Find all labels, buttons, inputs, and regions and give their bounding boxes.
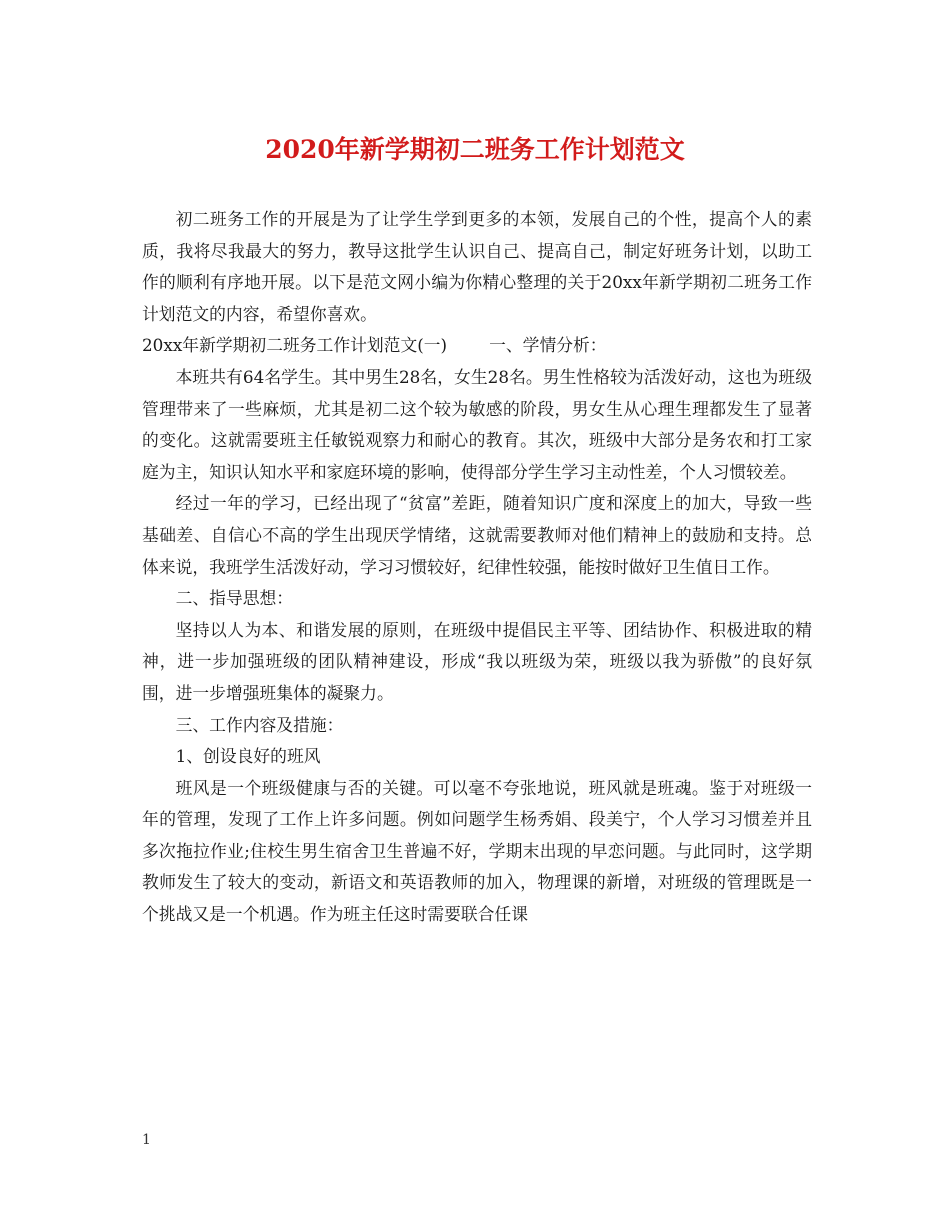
section-heading-measures: 三、工作内容及措施： [175, 714, 344, 735]
document-title: 2020年新学期初二班务工作计划范文 [265, 135, 685, 164]
subheading-line [142, 330, 812, 362]
page-number: 1 [142, 1132, 151, 1148]
subsection-heading-class-style: 1、创设良好的班风 [175, 746, 321, 767]
intro-paragraph: 初二班务工作的开展是为了让学生学到更多的本领，发展自己的个性，提高个人的素质，我将尽我最大的努力，教导这批学生认识自己、提高自己，制定好班务计划，以助工作的顺利有序地开展。以下是范文网小编为你精心整理的关于20xx年新学期初二班务工作计划范文的内容，希望你喜欢。 [142, 209, 812, 324]
paragraph-guiding-thought: 坚持以人为本、和谐发展的原则，在班级中提倡民主平等、团结协作、积极进取的精神，进一步加强班级的团队精神建设，形成“我以班级为荣，班级以我为骄傲”的良好氛围，进一步增强班集体的凝聚力。 [142, 619, 812, 703]
paragraph-learning-gap: 经过一年的学习，已经出现了“贫富”差距，随着知识广度和深度上的加大，导致一些基础差、自信心不高的学生出现厌学情绪，这就需要教师对他们精神上的鼓励和支持。总体来说，我班学生活泼好动，学习习惯较好，纪律性较强，能按时做好卫生值日工作。 [142, 493, 812, 577]
document-body [142, 204, 812, 931]
section-heading-guiding: 二、指导思想： [175, 588, 294, 609]
paragraph-class-style: 班风是一个班级健康与否的关键。可以毫不夸张地说，班风就是班魂。鉴于对班级一年的管理，发现了工作上许多问题。例如问题学生杨秀娟、段美宁，个人学习习惯差并且多次拖拉作业;住校生男生宿舍卫生普遍不好，学期末出现的早恋问题。与此同时，这学期教师发生了较大的变动，新语文和英语教师的加入，物理课的新增，对班级的管理既是一个挑战又是一个机遇。作为班主任这时需要联合任课 [142, 777, 812, 925]
subheading-sample-title: 20xx年新学期初二班务工作计划范文(一) [142, 335, 448, 356]
section-heading-analysis: 一、学情分析： [489, 335, 607, 356]
paragraph-class-overview: 本班共有64名学生。其中男生28名，女生28名。男生性格较为活泼好动，这也为班级管理带来了一些麻烦，尤其是初二这个较为敏感的阶段，男女生从心理生理都发生了显著的变化。这就需要班主任敏锐观察力和耐心的教育。其次，班级中大部分是务农和打工家庭为主，知识认知水平和家庭环境的影响，使得部分学生学习主动性差，个人习惯较差。 [142, 366, 812, 482]
